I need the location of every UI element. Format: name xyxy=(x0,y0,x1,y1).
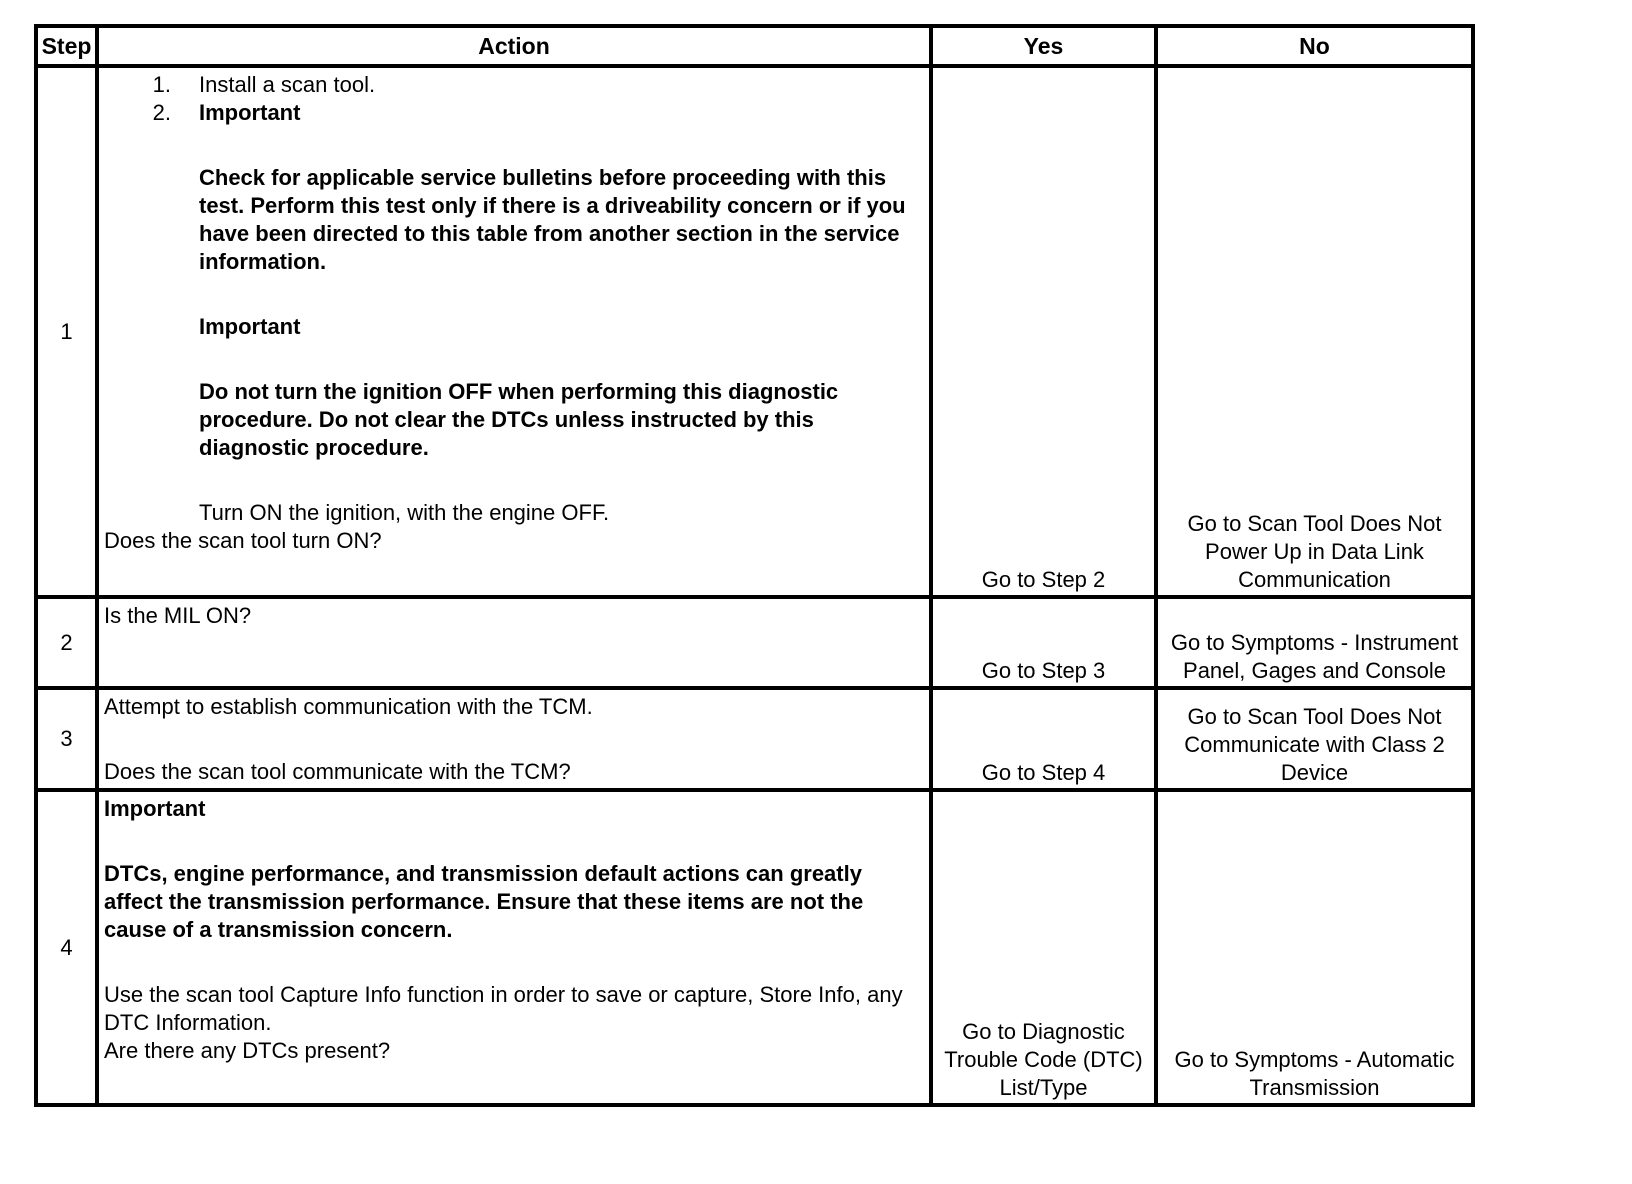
list-number: 2. xyxy=(152,100,171,125)
diagnostic-table xyxy=(34,24,1475,1107)
header-action: Action xyxy=(97,26,931,66)
step-number: 1 xyxy=(36,66,97,597)
step-number: 2 xyxy=(36,597,97,688)
step-number: 3 xyxy=(36,688,97,790)
no-link[interactable]: Go to Scan Tool Does Not Communicate with Class 2 Device xyxy=(1184,704,1445,785)
action-cell xyxy=(97,688,931,790)
action-cell xyxy=(97,66,931,597)
important-note: DTCs, engine performance, and transmission default actions can greatly affect the transmission performance. Ensure that these items are not the cause of a transmission concern. xyxy=(104,861,864,942)
no-cell xyxy=(1156,688,1473,790)
header-step: Step xyxy=(36,26,97,66)
action-list xyxy=(104,71,925,127)
question-text: Does the scan tool communicate with the TCM? xyxy=(104,759,571,784)
table-row xyxy=(36,597,1473,688)
question-text: Does the scan tool turn ON? xyxy=(104,528,382,553)
important-note: Do not turn the ignition OFF when performing this diagnostic procedure. Do not clear the DTCs unless instructed by this diagnostic procedure. xyxy=(199,379,839,460)
yes-link[interactable]: Go to Step 4 xyxy=(981,760,1106,785)
list-item xyxy=(104,71,925,99)
yes-link[interactable]: Go to Step 2 xyxy=(981,567,1106,592)
instruction-text: Use the scan tool Capture Info function in order to save or capture, Store Info, any DTC Information. xyxy=(104,982,903,1035)
yes-cell xyxy=(931,66,1156,597)
no-cell xyxy=(1156,66,1473,597)
table-row xyxy=(36,66,1473,597)
yes-link[interactable]: Go to Step 3 xyxy=(981,658,1106,683)
header-no: No xyxy=(1156,26,1473,66)
yes-cell xyxy=(931,597,1156,688)
yes-link[interactable]: Go to Diagnostic Trouble Code (DTC) List/Type xyxy=(944,1019,1143,1100)
list-text: Install a scan tool. xyxy=(199,72,376,97)
no-cell xyxy=(1156,597,1473,688)
important-label: Important xyxy=(199,100,301,125)
step-number: 4 xyxy=(36,790,97,1105)
instruction-text: Attempt to establish communication with the TCM. xyxy=(104,694,593,719)
table-row xyxy=(36,688,1473,790)
no-cell xyxy=(1156,790,1473,1105)
yes-cell xyxy=(931,688,1156,790)
no-link[interactable]: Go to Symptoms - Instrument Panel, Gages and Console xyxy=(1170,630,1459,683)
question-text: Is the MIL ON? xyxy=(104,603,252,628)
action-cell xyxy=(97,790,931,1105)
no-link[interactable]: Go to Symptoms - Automatic Transmission xyxy=(1174,1047,1455,1100)
header-row xyxy=(36,26,1473,66)
instruction-text: Turn ON the ignition, with the engine OFF. xyxy=(199,500,610,525)
list-item xyxy=(104,99,925,127)
list-number: 1. xyxy=(152,72,171,97)
table-row xyxy=(36,790,1473,1105)
important-note: Check for applicable service bulletins before proceeding with this test. Perform this test only if there is a driveability concern or if you have been directed to this table from another section in the service information. xyxy=(199,165,906,274)
no-link[interactable]: Go to Scan Tool Does Not Power Up in Data Link Communication xyxy=(1187,511,1442,592)
question-text: Are there any DTCs present? xyxy=(104,1038,391,1063)
header-yes: Yes xyxy=(931,26,1156,66)
important-label: Important xyxy=(199,314,301,339)
important-label: Important xyxy=(104,796,206,821)
action-cell xyxy=(97,597,931,688)
yes-cell xyxy=(931,790,1156,1105)
